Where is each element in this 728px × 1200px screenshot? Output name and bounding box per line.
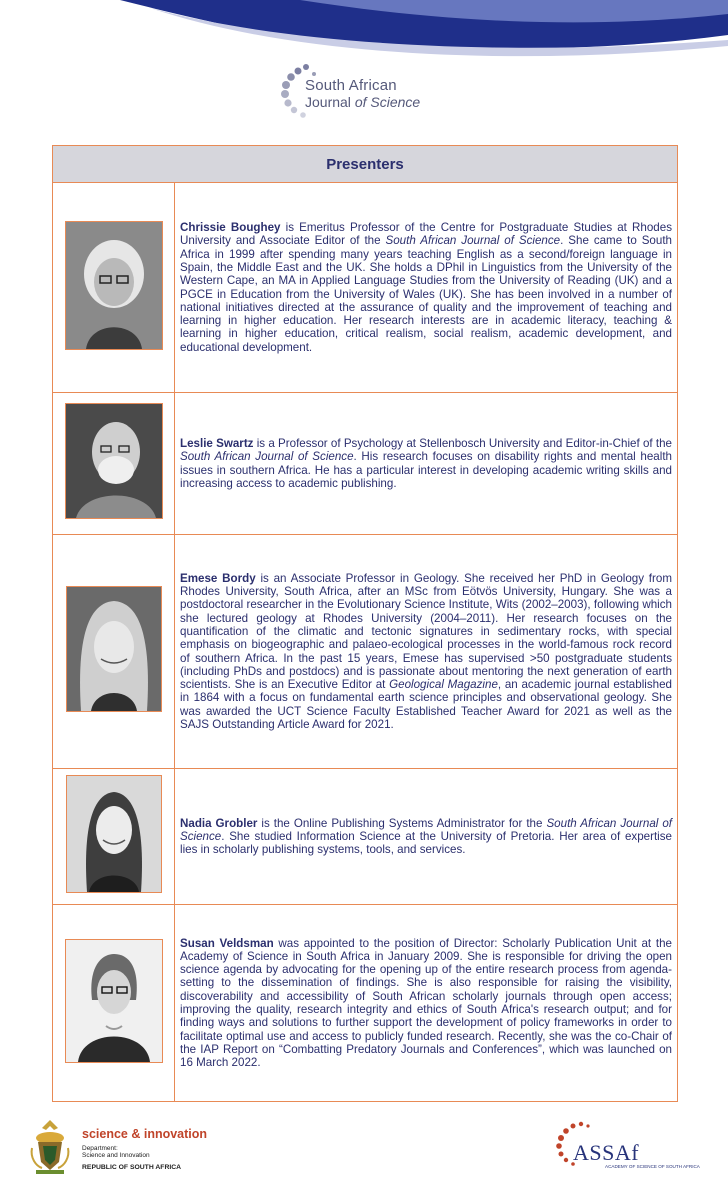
presenter-row-bordy <box>53 535 678 769</box>
dsi-country: REPUBLIC OF SOUTH AFRICA <box>82 1164 182 1171</box>
presenter-row-boughey <box>53 183 678 393</box>
bio-italic: Geological Magazine <box>389 678 498 692</box>
bio-text <box>175 393 678 535</box>
presenter-name: Nadia Grobler <box>180 816 258 830</box>
bio-italic: South African Journal of Science <box>180 816 672 843</box>
presenter-row-swartz <box>53 393 678 535</box>
photo-cell <box>53 769 175 905</box>
bio-italic: South African Journal of Science <box>385 234 561 248</box>
portrait-bordy <box>66 586 162 712</box>
bio-text <box>175 769 678 905</box>
bio-text <box>175 535 678 769</box>
presenters-table <box>52 145 678 1102</box>
table-title: Presenters <box>53 146 678 183</box>
bio-part: is the Online Publishing Systems Administrator for the <box>257 816 547 830</box>
presenter-name: Leslie Swartz <box>180 436 254 450</box>
dsi-department <box>82 1145 150 1159</box>
bio-tail: . His research focuses on disability rights and mental health issues in southern Africa. He has a particular interest in developing academic writing skills and increasing access to academic publishing. <box>180 450 672 490</box>
portrait-veldsman <box>65 939 163 1063</box>
photo-cell <box>53 183 175 393</box>
photo-cell <box>53 535 175 769</box>
assaf-name: ASSAf <box>573 1140 640 1165</box>
bio-part: was appointed to the position of Director: Scholarly Publication Unit at the Academy of Science in South Africa in January 2009. She is responsible for driving the open science agenda by advocating for the opening up of the entire research process from agenda-setting to the dissemination of findings. She is also responsible for raising the visibility, discoverability and accessibility of South African scholarly journals through open access; improving the quality, research integrity and ethics of South Africa's research output; and for finding ways and solutions to further support the development of policy frameworks in order to facilitate optimal use and access to publicly funded research. Recently, she was the co-Chair of the IAP Report on “Combatting Predatory Journals and Conferences”, which was launched on 16 March 2022. <box>180 936 672 1070</box>
dsi-line1: Department: <box>82 1145 118 1152</box>
portrait-grobler <box>66 775 162 893</box>
bio-part: is a Professor of Psychology at Stellenbosch University and Editor-in-Chief of the <box>253 436 672 450</box>
bio-tail: , an academic journal established in 1864 with a focus on fundamental earth science principles and observational geology. She was awarded the UCT Science Faculty Established Teacher Award for 2021 as well as the SAJS Outstanding Article Award for 2021. <box>180 678 672 731</box>
presenter-row-veldsman <box>53 905 678 1102</box>
bio-tail: . She studied Information Science at the University of Pretoria. Her area of expertise lies in scholarly publishing systems, tools, and services. <box>180 829 672 857</box>
logo-line2-prefix: Journal <box>305 94 355 110</box>
bio-part: is an Associate Professor in Geology. She received her PhD in Geology from Rhodes University, South Africa, after an MSc from Eötvös University, Hungary. She was a postdoctoral researcher in the Evolutionary Science Institute, Wits (2002–2003), following which she lectured geology at Rhodes University (2004–2011). Her research focuses on the quantification of the climatic and tectonic signatures in sedimentary rocks, with special emphasis on biogeographic and palaeo-ecological processes in the world-famous rock record of southern Africa. In the past 15 years, Emese has supervised >50 postgraduate students (including PhDs and postdocs) and is passionate about mentoring the next generation of earth scientists. She is an Executive Editor at <box>180 571 672 692</box>
assaf-logo <box>553 1118 713 1180</box>
dsi-title: science & innovation <box>82 1127 208 1141</box>
dsi-line2: Science and Innovation <box>82 1152 150 1159</box>
bio-text <box>175 183 678 393</box>
presenter-name: Chrissie Boughey <box>180 221 281 235</box>
bio-text <box>175 905 678 1102</box>
portrait-swartz <box>65 403 163 519</box>
bio-part: is Emeritus Professor of the Centre for Postgraduate Studies at Rhodes University and Associate Editor of the <box>180 221 672 248</box>
presenter-row-grobler <box>53 769 678 905</box>
coat-of-arms-icon <box>28 1118 72 1176</box>
bio-italic: South African Journal of Science <box>180 450 354 464</box>
logo-line2 <box>305 94 420 110</box>
logo-line1: South African <box>305 77 397 94</box>
journal-logo-text <box>305 78 420 110</box>
presenter-name: Emese Bordy <box>180 571 256 585</box>
logo-line2-italic: of Science <box>354 94 421 110</box>
photo-cell <box>53 393 175 535</box>
portrait-boughey <box>65 221 163 350</box>
photo-cell <box>53 905 175 1102</box>
dsi-logo <box>28 1118 210 1178</box>
presenter-name: Susan Veldsman <box>180 936 274 950</box>
bio-tail: . She came to South Africa in 1999 after spending many years teaching English as a second/foreign language in Spain, the Middle East and the UK. She holds a DPhil in Linguistics from the University of the Western Cape, an MA in Applied Language Studies from the University of Reading (UK) and a PGCE in Education from the University of Wales (UK). She has been involved in a number of national initiatives directed at the assurance of quality and the improvement of teaching and learning in higher education. Her research interests are in academic literacy, teaching & learning in higher education, critical realism, social realism, academic development, and educational development. <box>180 234 672 354</box>
assaf-subtitle: ACADEMY OF SCIENCE OF SOUTH AFRICA <box>605 1164 700 1169</box>
